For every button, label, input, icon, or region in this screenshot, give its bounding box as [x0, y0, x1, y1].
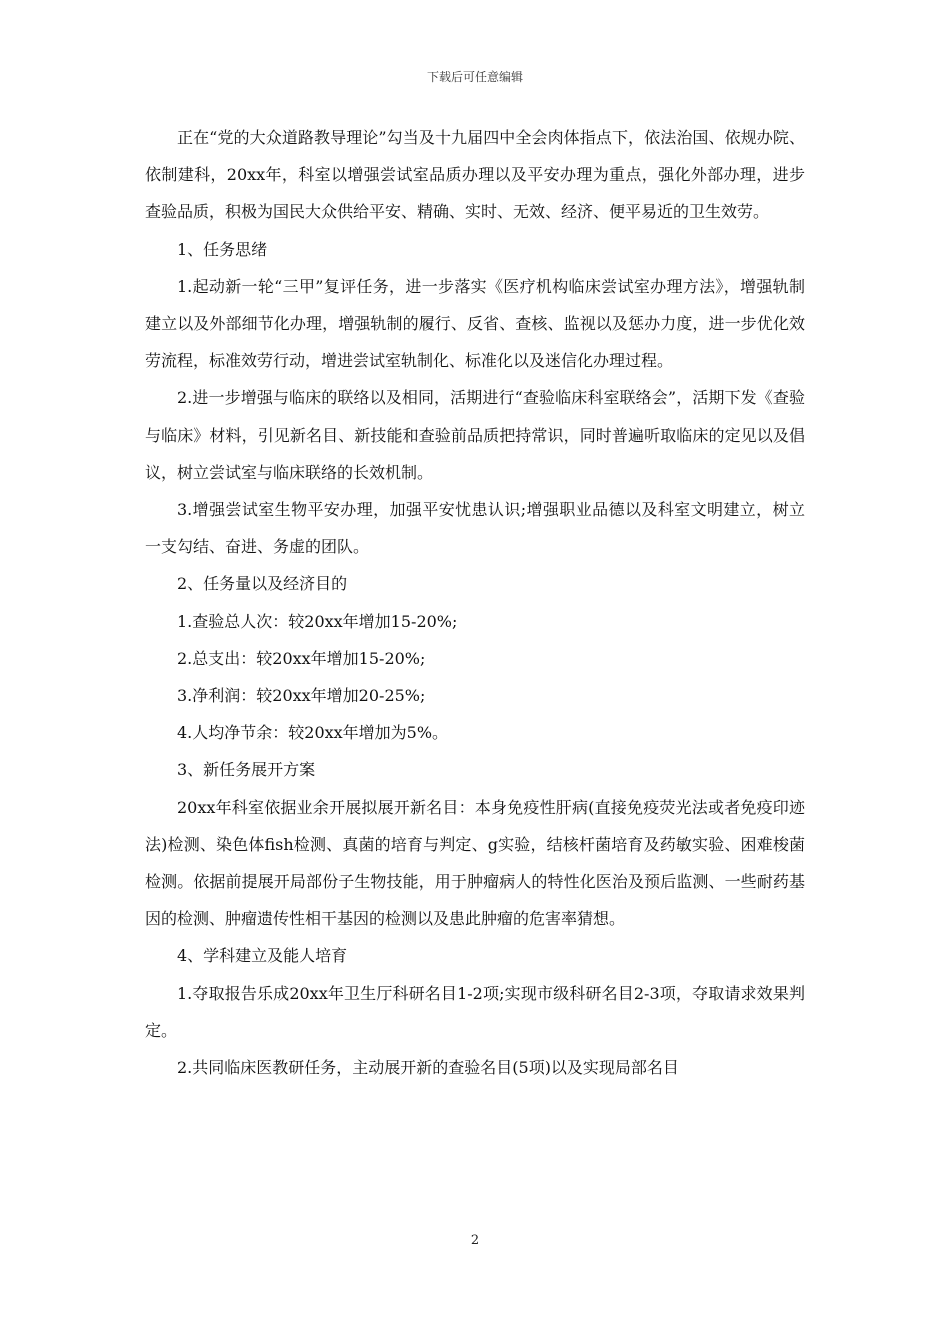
paragraph-item: 1.起动新一轮“三甲”复评任务，进一步落实《医疗机构临床尝试室办理方法》，增强轨制建立以及外部细节化办理，增强轨制的履行、反省、查核、监视以及惩办力度，进一步优化效劳流程，标准效劳行动，增进尝试室轨制化、标准化以及迷信化办理过程。 — [145, 276, 805, 371]
paragraph-item: 3.增强尝试室生物平安办理，加强平安忧患认识;增强职业品德以及科室文明建立，树立一支勾结、奋进、务虚的团队。 — [145, 500, 805, 557]
paragraph-item: 2.进一步增强与临床的联络以及相同，活期进行“查验临床科室联络会”，活期下发《查验与临床》材料，引见新名目、新技能和查验前品质把持常识，同时普遍听取临床的定见以及倡议，树立尝试室与临床联络的长效机制。 — [145, 388, 805, 482]
paragraph-item: 2.总支出：较20xx年增加15-20%; — [177, 648, 426, 668]
paragraph-item: 4.人均净节余：较20xx年增加为5%。 — [177, 723, 449, 743]
paragraph-item: 1.夺取报告乐成20xx年卫生厅科研名目1-2项;实现市级科研名目2-3项，夺取请求效果判定。 — [145, 983, 805, 1040]
paragraph-intro: 正在“党的大众道路教导理论”勾当及十九届四中全会肉体指点下，依法治国、依规办院、依制建科，20xx年，科室以增强尝试室品质办理以及平安办理为重点，强化外部办理，进步查验品质，积极为国民大众供给平安、精确、实时、无效、经济、便平易近的卫生效劳。 — [145, 128, 805, 222]
section-heading-4: 4、学科建立及能人培育 — [177, 946, 348, 966]
document-body — [145, 119, 805, 1086]
paragraph-item: 3.净利润：较20xx年增加20-25%; — [177, 686, 426, 706]
page-number: 2 — [470, 1233, 480, 1248]
paragraph-item: 2.共同临床医教研任务，主动展开新的查验名目(5项)以及实现局部名目 — [177, 1058, 679, 1078]
page-header: 下载后可任意编辑 — [426, 70, 523, 84]
section-heading-3: 3、新任务展开方案 — [177, 760, 316, 780]
paragraph-item: 1.查验总人次：较20xx年增加15-20%; — [177, 611, 458, 631]
section-heading-2: 2、任务量以及经济目的 — [177, 574, 348, 594]
paragraph-item: 20xx年科室依据业余开展拟展开新名目：本身免疫性肝病(直接免疫荧光法或者免疫印迹法)检测、染色体fish检测、真菌的培育与判定、g实验，结核杆菌培育及药敏实验、困难梭菌检测。依据前提展开局部份子生物技能，用于肿瘤病人的特性化医治及预后监测、一些耐药基因的检测、肿瘤遗传性相干基因的检测以及患此肿瘤的危害率猜想。 — [145, 797, 805, 929]
section-heading-1: 1、任务思绪 — [177, 239, 268, 259]
